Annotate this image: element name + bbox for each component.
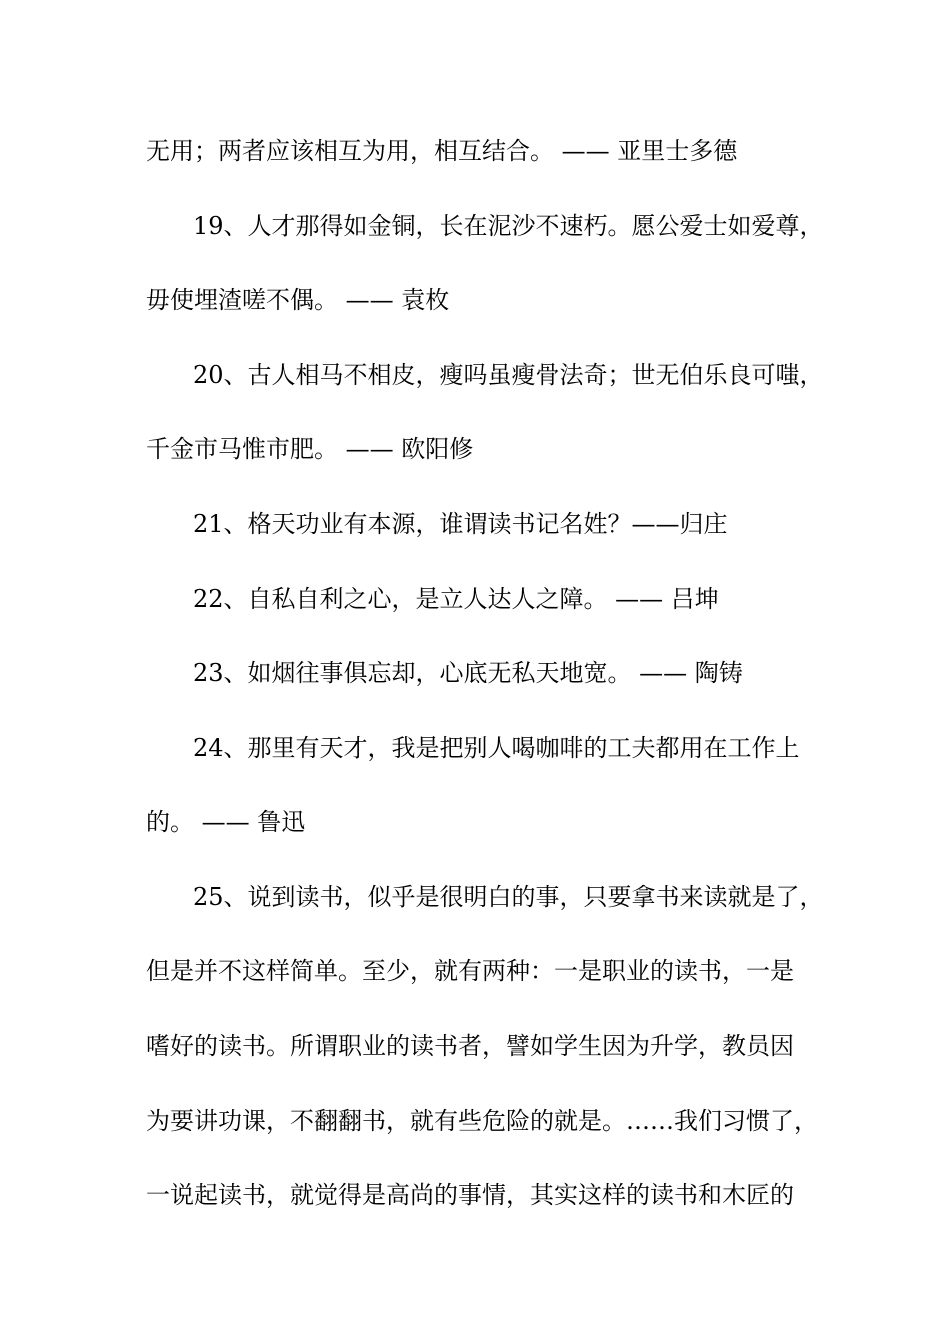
text-line-6: 21、格天功业有本源，谁谓读书记名姓？——归庄 (193, 510, 728, 538)
text-line-3: 毋使埋渣嗟不偶。 —— 袁枚 (146, 286, 450, 314)
text-line-14: 为要讲功课，不翻翻书，就有些危险的就是。……我们习惯了， (146, 1107, 818, 1135)
text-line-12: 但是并不这样简单。至少，就有两种：一是职业的读书，一是 (146, 957, 794, 985)
text-line-15: 一说起读书，就觉得是高尚的事情，其实这样的读书和木匠的 (146, 1181, 794, 1209)
text-line-13: 嗜好的读书。所谓职业的读书者，譬如学生因为升学，教员因 (146, 1032, 794, 1060)
text-line-8: 23、如烟往事俱忘却，心底无私天地宽。 —— 陶铸 (193, 659, 743, 687)
text-line-4: 20、古人相马不相皮，瘦吗虽瘦骨法奇；世无伯乐良可嗤， (193, 361, 824, 389)
text-line-9: 24、那里有天才，我是把别人喝咖啡的工夫都用在工作上 (193, 734, 800, 762)
text-line-11: 25、说到读书，似乎是很明白的事，只要拿书来读就是了， (193, 883, 824, 911)
text-line-1: 无用；两者应该相互为用，相互结合。 —— 亚里士多德 (146, 137, 738, 165)
text-line-5: 千金市马惟市肥。 —— 欧阳修 (146, 435, 474, 463)
text-line-7: 22、自私自利之心，是立人达人之障。 —— 吕坤 (193, 585, 719, 613)
text-line-10: 的。 —— 鲁迅 (146, 808, 306, 836)
text-line-2: 19、人才那得如金铜，长在泥沙不速朽。愿公爱士如爱尊， (193, 212, 824, 240)
